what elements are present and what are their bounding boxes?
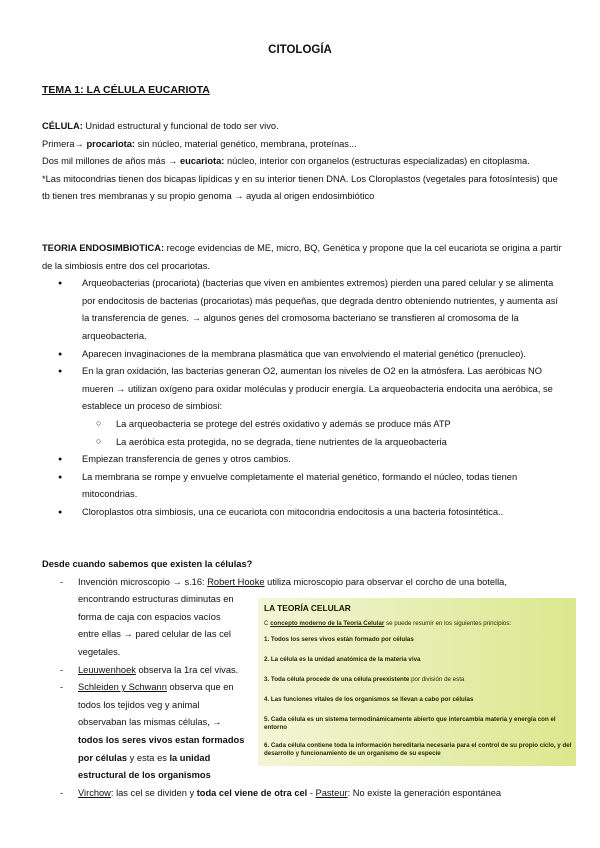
celula-eucariota: Dos mil millones de años más → eucariota: núcleo, interior con organelos (estructuras especializadas) en citoplasma. (42, 156, 530, 167)
list-item: ● La membrana se rompe y envuelve completamente el material genético, formando el núcleo, todas tienen mitocondrias. (42, 469, 562, 504)
teoria-block (42, 240, 562, 522)
sub-list (42, 416, 562, 451)
box-principle-1: 1. Todos los seres vivos están formado por células (264, 636, 414, 643)
box-intro: C concepto moderno de la Teoría Celular se puede resumir en los siguientes principios: (264, 620, 512, 627)
leeuwenhoek-item: - Leuuwenhoek observa la 1ra cel vivas. (42, 662, 562, 680)
schleiden-item: - Schleiden y Schwann observa que en (42, 679, 562, 697)
virchow-item: - Virchow: las cel se dividen y toda cel viene de otra cel - Pasteur: No existe la generación espontánea (42, 785, 562, 803)
box-principle-3: 3. Toda célula procede de una célula preexistente por división de esta (264, 676, 465, 683)
hooke-item: - Invención microscopio → s.16: Robert Hooke utiliza microscopio para observar el corcho de una botella, (42, 574, 562, 592)
list-item: ● Arqueobacterias (procariota) (bacterias que viven en ambientes extremos) pierden una pared celular y se alimenta por endocitosis de bacterias (procariotas) más pequeñas, que degrada dentro obteniendo nutrientes, y aumenta así la transferencia de genes. → algunos genes del cromosoma bacteriano se transfieren al cromosoma de la arqueobacteria. (42, 275, 562, 345)
list-item: ● Cloroplastos otra simbiosis, una ce eucariota con mitocondria endocitosis a una bacteria fotosintética.. (42, 504, 562, 522)
hooke-continuation: encontrando estructuras diminutas en forma de caja con espacios vacíos entre ellas → pared celular de las cel vegetales. (78, 594, 234, 657)
box-principle-6: 6. Cada célula contiene toda la información hereditaria necesaria para el control de su propio ciclo, y del desarrollo y funcionamiento de un organismo de su especie (264, 742, 572, 757)
box-title: LA TEORÍA CELULAR (264, 603, 351, 613)
list-item: ● Empiezan transferencia de genes y otros cambios. (42, 451, 562, 469)
teoria-intro: TEORIA ENDOSIMBIOTICA: recoge evidencias de ME, micro, BQ, Genética y propone que la cel eucariota se origina a partir de la simbiosis entre dos cel procariotas. (42, 243, 562, 271)
celula-note: *Las mitocondrias tienen dos bicapas lipídicas y en su interior tienen DNA. Los Cloroplastos (vegetales para fotosíntesis) que tb tienen tres membranas y su propio genoma → ayuda al origen endosimbiótico (42, 173, 558, 202)
box-principle-4: 4. Las funciones vitales de los organismos se llevan a cabo por células (264, 696, 474, 703)
schleiden-continuation: todos los tejidos veg y animal observaban las mismas células, → todos los seres vivos estan formados por células y esta es la unidad estructural de los organismos (78, 699, 245, 781)
list-item: ● Aparecen invaginaciones de la membrana plasmática que van envolviendo el material genético (prenucleo). (42, 346, 562, 364)
celula-definition: CÉLULA: Unidad estructural y funcional de todo ser vivo. (42, 121, 279, 131)
page-title: CITOLOGÍA (268, 44, 332, 56)
celula-block (42, 118, 562, 206)
teoria-celular-box (258, 598, 576, 766)
box-principle-5: 5. Cada célula es un sistema termodinámicamente abierto que intercambia materia y energía con el entorno (264, 716, 556, 731)
sub-list-item: ○ La aeróbica esta protegida, no se degrada, tiene nutrientes de la arqueobacteria (42, 434, 562, 452)
list-item: ● En la gran oxidación, las bacterias generan O2, aumentan los niveles de O2 en la atmósfera. Las aeróbicas NO mueren → utilizan oxígeno para oxidar moléculas y producir energía. La arqueobacteria endocita una aeróbica, se establece un proceso de simbiosi: ○ La arqueobacteria se protege del estrés oxidativo y además se produce más ATP ○ La aeróbica esta protegida, no se degrada, tiene nutrientes de la arqueobacteria (42, 363, 562, 451)
teoria-list (42, 275, 562, 521)
section-heading: TEMA 1: LA CÉLULA EUCARIOTA (42, 84, 210, 96)
sub-list-item: ○ La arqueobacteria se protege del estrés oxidativo y además se produce más ATP (42, 416, 562, 434)
historia-question: Desde cuando sabemos que existen la células? (42, 559, 253, 569)
box-principle-2: 2. La célula es la unidad anatómica de la materia viva (264, 656, 421, 663)
celula-procariota: Primera→ procariota: sin núcleo, material genético, membrana, proteínas... (42, 138, 357, 149)
